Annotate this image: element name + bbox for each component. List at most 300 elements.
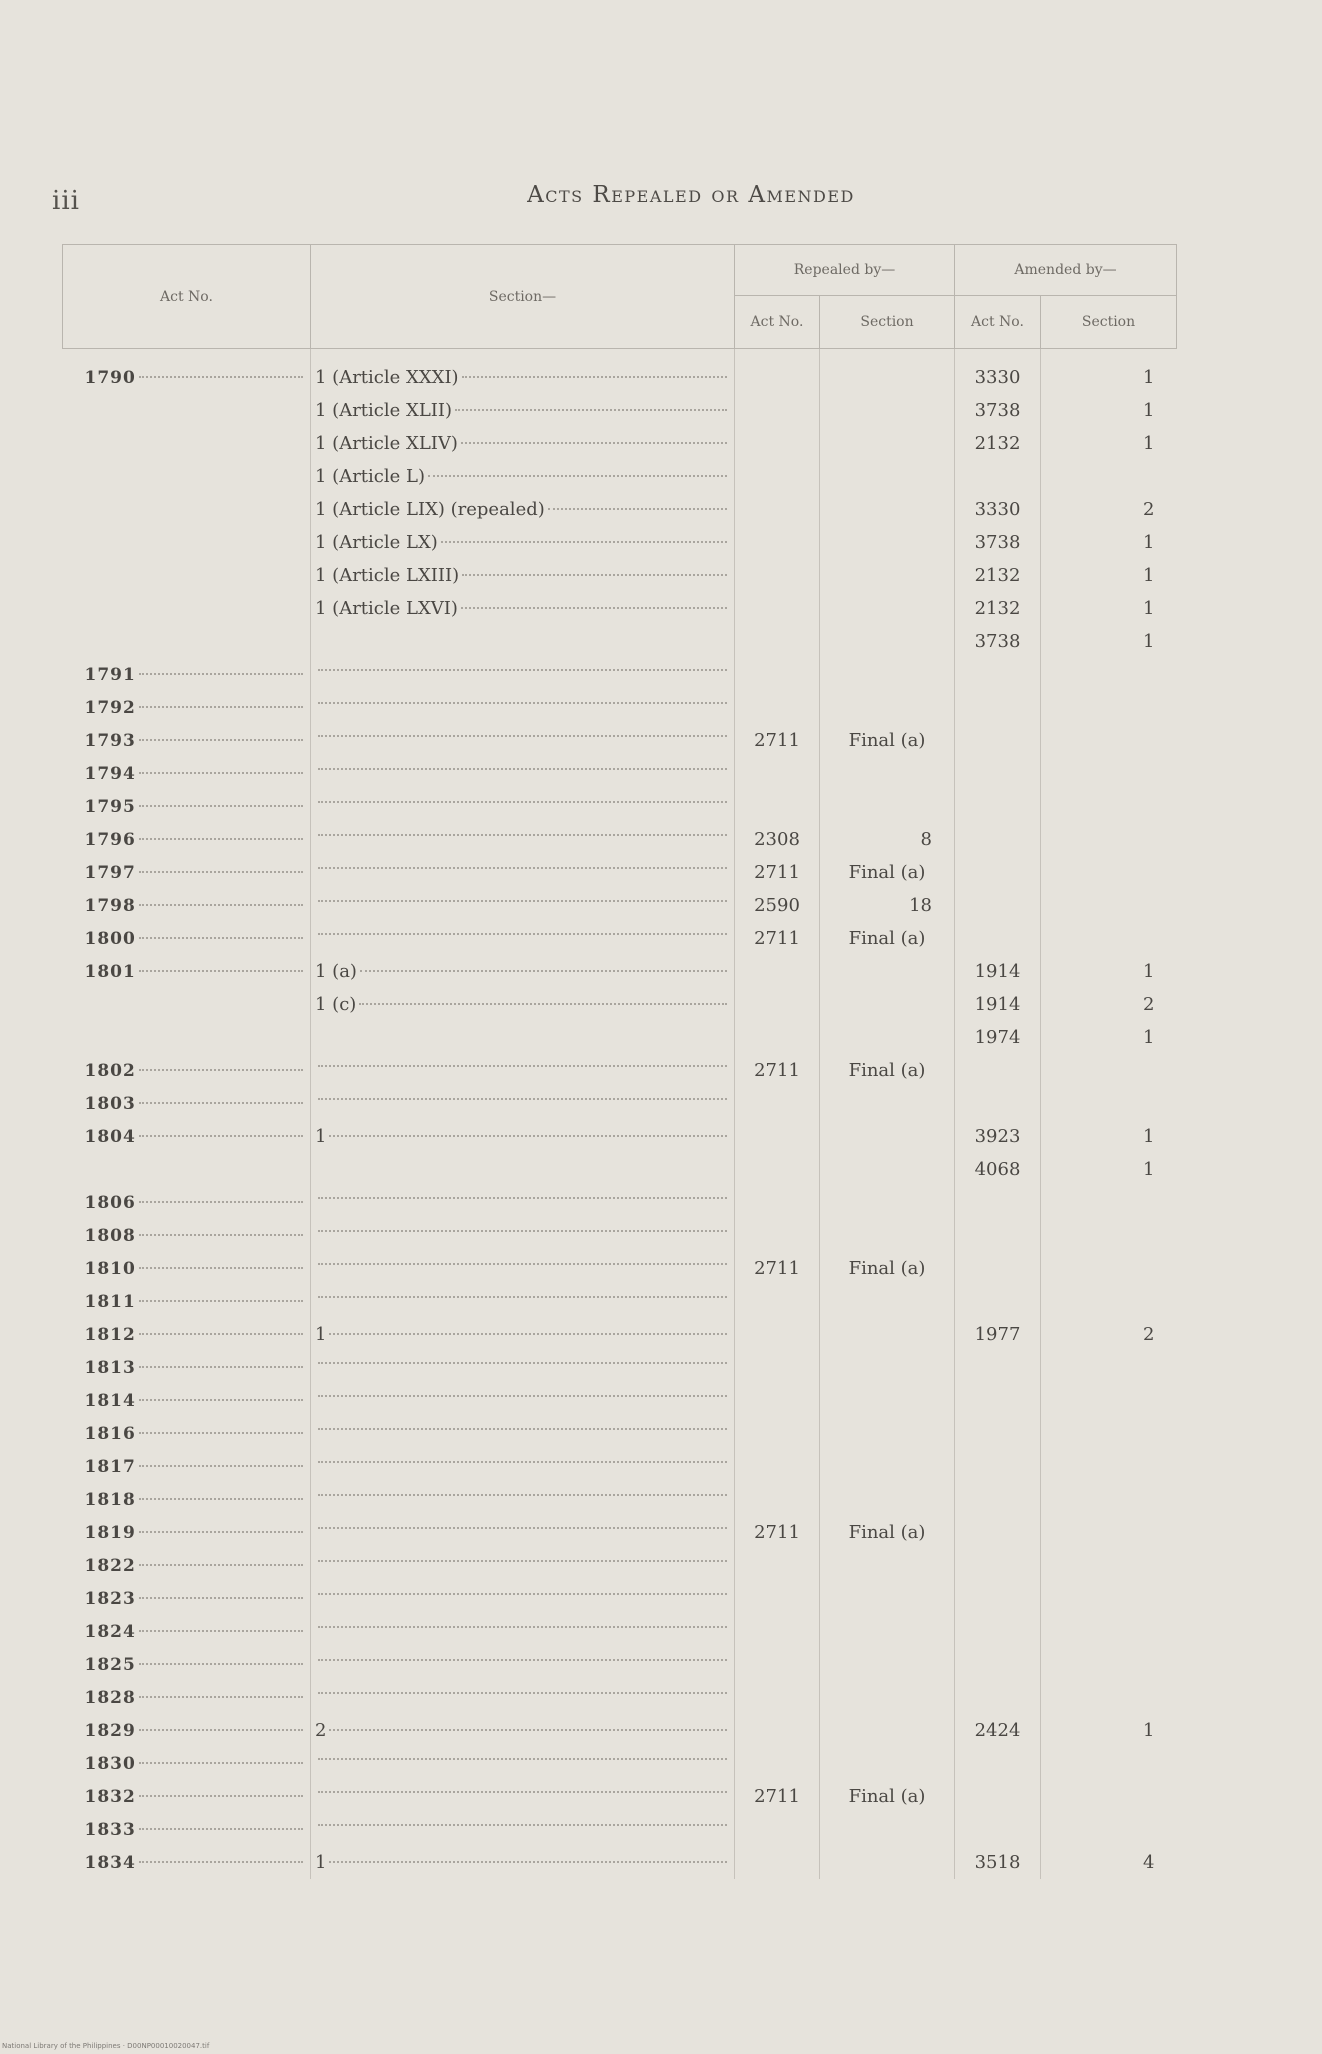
cell-repealed-act-no: 2711 [735, 1780, 820, 1813]
cell-amended-section [1041, 1054, 1177, 1087]
dot-leader [318, 1626, 727, 1628]
table-row [63, 1747, 1177, 1780]
header-act-no: Act No. [63, 245, 311, 349]
cell-act-no [63, 349, 311, 395]
cell-section [311, 1318, 735, 1351]
cell-act-no [63, 1021, 311, 1054]
cell-section-leader [315, 499, 730, 520]
cell-act-no [63, 1747, 311, 1780]
cell-repealed-act-no [735, 1021, 820, 1054]
cell-section-text: 1 (Article LXVI) [315, 598, 458, 619]
table-row [63, 1681, 1177, 1714]
cell-act-no-leader [85, 929, 307, 949]
cell-repealed-section [820, 349, 955, 395]
table-row [63, 1384, 1177, 1417]
cell-amended-section: 1 [1041, 1153, 1177, 1186]
cell-repealed-act-no [735, 460, 820, 493]
cell-act-no-text: 1816 [84, 1423, 136, 1444]
cell-amended-section [1041, 1549, 1177, 1582]
cell-section [311, 394, 735, 427]
dot-leader [139, 1399, 303, 1401]
cell-act-no-text: 1819 [84, 1522, 136, 1543]
cell-section-leader [315, 839, 730, 841]
cell-amended-act-no [955, 1252, 1041, 1285]
cell-act-no-text: 1794 [84, 763, 136, 784]
cell-repealed-section [820, 658, 955, 691]
cell-act-no [63, 1714, 311, 1747]
cell-repealed-section [820, 394, 955, 427]
cell-repealed-section [820, 1087, 955, 1120]
cell-amended-section [1041, 460, 1177, 493]
cell-act-no [63, 823, 311, 856]
dot-leader [139, 1234, 303, 1236]
cell-repealed-act-no: 2711 [735, 1516, 820, 1549]
cell-section-text: 1 [315, 1126, 327, 1147]
cell-section-leader [315, 532, 730, 553]
cell-act-no-text: 1800 [84, 928, 136, 949]
cell-act-no-text: 1813 [84, 1357, 136, 1378]
dot-leader [329, 1729, 727, 1731]
cell-section-leader [315, 1664, 730, 1666]
cell-section [311, 1252, 735, 1285]
cell-act-no [63, 1417, 311, 1450]
dot-leader [318, 1230, 727, 1232]
cell-section [311, 1813, 735, 1846]
table-row [63, 1483, 1177, 1516]
cell-amended-section: 1 [1041, 526, 1177, 559]
table-row [63, 625, 1177, 658]
cell-repealed-section [820, 1648, 955, 1681]
header-amended-act-no: Act No. [955, 296, 1041, 349]
cell-section [311, 1483, 735, 1516]
cell-act-no [63, 1120, 311, 1153]
cell-amended-section [1041, 1384, 1177, 1417]
cell-amended-act-no: 2132 [955, 427, 1041, 460]
cell-act-no-leader [85, 1061, 307, 1081]
cell-repealed-act-no [735, 757, 820, 790]
dot-leader [359, 1003, 727, 1005]
cell-repealed-section [820, 1120, 955, 1153]
cell-section-leader [315, 433, 730, 454]
cell-amended-act-no [955, 460, 1041, 493]
cell-repealed-section [820, 1813, 955, 1846]
cell-act-no-leader [85, 1193, 307, 1213]
cell-act-no [63, 1582, 311, 1615]
cell-act-no-text: 1832 [84, 1786, 136, 1807]
cell-act-no-leader [85, 1259, 307, 1279]
cell-amended-section: 1 [1041, 1714, 1177, 1747]
cell-act-no [63, 1087, 311, 1120]
cell-act-no [63, 1681, 311, 1714]
cell-section [311, 1417, 735, 1450]
table-row [63, 493, 1177, 526]
cell-repealed-section [820, 1450, 955, 1483]
table-row [63, 955, 1177, 988]
cell-act-no-text: 1808 [84, 1225, 136, 1246]
dot-leader [318, 1197, 727, 1199]
cell-section-leader [315, 938, 730, 940]
cell-section-leader [315, 1103, 730, 1105]
cell-act-no-text: 1825 [84, 1654, 136, 1675]
cell-amended-act-no [955, 823, 1041, 856]
cell-act-no-leader [85, 731, 307, 751]
cell-repealed-act-no [735, 1153, 820, 1186]
table-row [63, 1417, 1177, 1450]
cell-act-no-text: 1790 [84, 367, 136, 388]
cell-repealed-section [820, 592, 955, 625]
cell-repealed-section [820, 1219, 955, 1252]
dot-leader [548, 508, 727, 510]
cell-section-leader [315, 1433, 730, 1435]
dot-leader [139, 1135, 303, 1137]
cell-section [311, 559, 735, 592]
cell-act-no-leader [85, 1820, 307, 1840]
cell-repealed-section [820, 1153, 955, 1186]
dot-leader [139, 937, 303, 939]
table-row [63, 1549, 1177, 1582]
dot-leader [441, 541, 727, 543]
cell-act-no-text: 1797 [84, 862, 136, 883]
cell-repealed-section [820, 1285, 955, 1318]
cell-repealed-act-no: 2711 [735, 1252, 820, 1285]
cell-amended-act-no [955, 1483, 1041, 1516]
dot-leader [139, 838, 303, 840]
cell-act-no [63, 1186, 311, 1219]
cell-section-leader [315, 367, 730, 388]
cell-amended-section: 1 [1041, 559, 1177, 592]
table-row [63, 1714, 1177, 1747]
cell-section [311, 625, 735, 658]
cell-repealed-section [820, 427, 955, 460]
cell-repealed-section: Final (a) [820, 856, 955, 889]
table-row [63, 724, 1177, 757]
cell-amended-act-no [955, 1549, 1041, 1582]
dot-leader [139, 1432, 303, 1434]
cell-section [311, 1351, 735, 1384]
cell-amended-section [1041, 1450, 1177, 1483]
cell-act-no-text: 1828 [84, 1687, 136, 1708]
cell-amended-act-no [955, 1648, 1041, 1681]
cell-amended-act-no [955, 691, 1041, 724]
cell-repealed-section [820, 1417, 955, 1450]
cell-act-no-leader [85, 1655, 307, 1675]
cell-amended-act-no [955, 1219, 1041, 1252]
cell-section-leader [315, 1697, 730, 1699]
dot-leader [318, 1065, 727, 1067]
table-row [63, 889, 1177, 922]
cell-repealed-act-no [735, 1186, 820, 1219]
cell-act-no [63, 559, 311, 592]
cell-repealed-section [820, 1384, 955, 1417]
cell-amended-section: 1 [1041, 1021, 1177, 1054]
cell-repealed-act-no [735, 1351, 820, 1384]
cell-act-no-leader [85, 1292, 307, 1312]
dot-leader [139, 970, 303, 972]
cell-repealed-act-no [735, 1549, 820, 1582]
cell-amended-section [1041, 1285, 1177, 1318]
cell-amended-section: 2 [1041, 493, 1177, 526]
cell-repealed-section [820, 691, 955, 724]
cell-repealed-act-no [735, 988, 820, 1021]
cell-section [311, 1516, 735, 1549]
cell-act-no-leader [85, 1094, 307, 1114]
cell-repealed-act-no [735, 1384, 820, 1417]
table-row [63, 823, 1177, 856]
cell-section-text: 1 (Article L) [315, 466, 425, 487]
table-row [63, 1318, 1177, 1351]
cell-section [311, 1780, 735, 1813]
cell-section [311, 460, 735, 493]
cell-act-no [63, 526, 311, 559]
dot-leader [329, 1861, 727, 1863]
cell-amended-section [1041, 1813, 1177, 1846]
cell-act-no [63, 790, 311, 823]
dot-leader [318, 1527, 727, 1529]
cell-section [311, 1450, 735, 1483]
page-title [0, 182, 1322, 208]
dot-leader [318, 1791, 727, 1793]
cell-repealed-act-no [735, 1813, 820, 1846]
cell-repealed-section: Final (a) [820, 724, 955, 757]
cell-amended-section [1041, 1417, 1177, 1450]
cell-section-leader [315, 1268, 730, 1270]
cell-act-no-text: 1804 [84, 1126, 136, 1147]
cell-amended-act-no [955, 1780, 1041, 1813]
cell-repealed-act-no [735, 625, 820, 658]
cell-section [311, 1747, 735, 1780]
cell-repealed-section [820, 988, 955, 1021]
dot-leader [318, 834, 727, 836]
cell-act-no-text: 1817 [84, 1456, 136, 1477]
cell-act-no-text: 1810 [84, 1258, 136, 1279]
cell-amended-section: 1 [1041, 1120, 1177, 1153]
dot-leader [139, 1597, 303, 1599]
cell-repealed-section [820, 1714, 955, 1747]
dot-leader [318, 801, 727, 803]
dot-leader [139, 1762, 303, 1764]
cell-act-no [63, 460, 311, 493]
cell-act-no-text: 1806 [84, 1192, 136, 1213]
cell-act-no-text: 1798 [84, 895, 136, 916]
cell-section-text: 1 [315, 1324, 327, 1345]
table-row [63, 1252, 1177, 1285]
cell-section-leader [315, 1126, 730, 1147]
cell-amended-act-no [955, 757, 1041, 790]
cell-act-no-leader [85, 698, 307, 718]
dot-leader [318, 1098, 727, 1100]
cell-section [311, 1120, 735, 1153]
cell-section [311, 856, 735, 889]
table-body [63, 349, 1177, 1880]
cell-section-text: 1 (Article XLII) [315, 400, 453, 421]
cell-act-no [63, 1219, 311, 1252]
cell-repealed-act-no [735, 1615, 820, 1648]
cell-amended-section [1041, 889, 1177, 922]
cell-section [311, 988, 735, 1021]
cell-act-no-text: 1803 [84, 1093, 136, 1114]
cell-amended-act-no [955, 1681, 1041, 1714]
cell-amended-section [1041, 1747, 1177, 1780]
cell-amended-act-no [955, 1087, 1041, 1120]
cell-amended-act-no [955, 724, 1041, 757]
dot-leader [318, 1593, 727, 1595]
cell-section [311, 1615, 735, 1648]
cell-act-no [63, 1615, 311, 1648]
cell-repealed-section: Final (a) [820, 1252, 955, 1285]
cell-act-no-leader [85, 1358, 307, 1378]
cell-amended-section: 1 [1041, 592, 1177, 625]
cell-amended-section: 2 [1041, 988, 1177, 1021]
table-row [63, 1087, 1177, 1120]
cell-act-no-leader [85, 665, 307, 685]
dot-leader [139, 1267, 303, 1269]
cell-section [311, 823, 735, 856]
cell-amended-section: 1 [1041, 625, 1177, 658]
dot-leader [318, 1395, 727, 1397]
cell-amended-section [1041, 1219, 1177, 1252]
cell-repealed-act-no [735, 1120, 820, 1153]
dot-leader [139, 1531, 303, 1533]
cell-amended-act-no: 1977 [955, 1318, 1041, 1351]
dot-leader [318, 1428, 727, 1430]
cell-act-no-leader [85, 863, 307, 883]
cell-amended-section [1041, 724, 1177, 757]
cell-act-no-leader [85, 1589, 307, 1609]
dot-leader [139, 1102, 303, 1104]
dot-leader [318, 1296, 727, 1298]
cell-amended-section [1041, 757, 1177, 790]
cell-repealed-section [820, 460, 955, 493]
dot-leader [139, 1201, 303, 1203]
cell-amended-act-no: 3738 [955, 625, 1041, 658]
cell-act-no-leader [85, 1457, 307, 1477]
cell-repealed-section [820, 790, 955, 823]
cell-section [311, 1714, 735, 1747]
dot-leader [462, 574, 727, 576]
cell-section [311, 526, 735, 559]
cell-act-no-text: 1814 [84, 1390, 136, 1411]
dot-leader [139, 1465, 303, 1467]
cell-act-no-text: 1833 [84, 1819, 136, 1840]
cell-act-no-text: 1801 [84, 961, 136, 982]
cell-act-no-leader [85, 797, 307, 817]
cell-repealed-act-no: 2711 [735, 1054, 820, 1087]
cell-section-leader [315, 1324, 730, 1345]
cell-act-no [63, 1549, 311, 1582]
cell-section [311, 1153, 735, 1186]
cell-act-no-text: 1829 [84, 1720, 136, 1741]
table-row [63, 394, 1177, 427]
cell-repealed-section [820, 955, 955, 988]
dot-leader [139, 1564, 303, 1566]
cell-act-no [63, 625, 311, 658]
cell-repealed-section [820, 1351, 955, 1384]
table-row [63, 658, 1177, 691]
cell-act-no [63, 922, 311, 955]
cell-section [311, 1846, 735, 1879]
dot-leader [461, 442, 727, 444]
dot-leader [139, 1663, 303, 1665]
table-row [63, 460, 1177, 493]
cell-repealed-act-no [735, 1318, 820, 1351]
cell-section-leader [315, 1532, 730, 1534]
cell-repealed-act-no [735, 1582, 820, 1615]
table-row [63, 1219, 1177, 1252]
cell-act-no-leader [85, 962, 307, 982]
dot-leader [318, 1362, 727, 1364]
table-row [63, 1648, 1177, 1681]
cell-repealed-act-no [735, 1648, 820, 1681]
dot-leader [139, 376, 303, 378]
header-amended-section: Section [1041, 296, 1177, 349]
cell-amended-section [1041, 1087, 1177, 1120]
dot-leader [461, 607, 727, 609]
dot-leader [139, 1861, 303, 1863]
cell-amended-act-no [955, 856, 1041, 889]
cell-act-no [63, 1648, 311, 1681]
cell-amended-act-no: 3330 [955, 349, 1041, 395]
cell-repealed-act-no [735, 526, 820, 559]
dot-leader [318, 1461, 727, 1463]
cell-section-leader [315, 598, 730, 619]
cell-act-no [63, 955, 311, 988]
cell-act-no [63, 856, 311, 889]
cell-repealed-act-no: 2308 [735, 823, 820, 856]
cell-repealed-act-no [735, 1483, 820, 1516]
cell-amended-act-no [955, 1813, 1041, 1846]
cell-repealed-section: 18 [820, 889, 955, 922]
cell-section [311, 1549, 735, 1582]
dot-leader [318, 1692, 727, 1694]
cell-section-leader [315, 565, 730, 586]
cell-amended-section: 4 [1041, 1846, 1177, 1879]
cell-act-no-text: 1824 [84, 1621, 136, 1642]
dot-leader [139, 1828, 303, 1830]
cell-amended-act-no: 4068 [955, 1153, 1041, 1186]
table-row [63, 349, 1177, 395]
cell-repealed-section [820, 1846, 955, 1879]
cell-repealed-act-no [735, 790, 820, 823]
cell-repealed-act-no [735, 1285, 820, 1318]
table-row [63, 427, 1177, 460]
cell-section-leader [315, 961, 730, 982]
cell-section-leader [315, 1400, 730, 1402]
cell-section-leader [315, 1466, 730, 1468]
cell-section-leader [315, 905, 730, 907]
cell-section-text: 1 (Article LX) [315, 532, 438, 553]
table-row [63, 691, 1177, 724]
table-row [63, 790, 1177, 823]
cell-section-text: 1 (a) [315, 961, 357, 982]
cell-act-no-leader [85, 896, 307, 916]
cell-amended-act-no: 3738 [955, 394, 1041, 427]
cell-amended-act-no [955, 1516, 1041, 1549]
cell-act-no [63, 691, 311, 724]
cell-amended-section [1041, 1252, 1177, 1285]
cell-section-leader [315, 994, 730, 1015]
header-section: Section— [311, 245, 735, 349]
cell-repealed-act-no: 2711 [735, 724, 820, 757]
cell-repealed-section: Final (a) [820, 1780, 955, 1813]
dot-leader [139, 871, 303, 873]
cell-act-no [63, 988, 311, 1021]
dot-leader [455, 409, 727, 411]
cell-section [311, 1285, 735, 1318]
cell-section [311, 724, 735, 757]
dot-leader [139, 739, 303, 741]
cell-act-no [63, 394, 311, 427]
cell-act-no [63, 1846, 311, 1879]
